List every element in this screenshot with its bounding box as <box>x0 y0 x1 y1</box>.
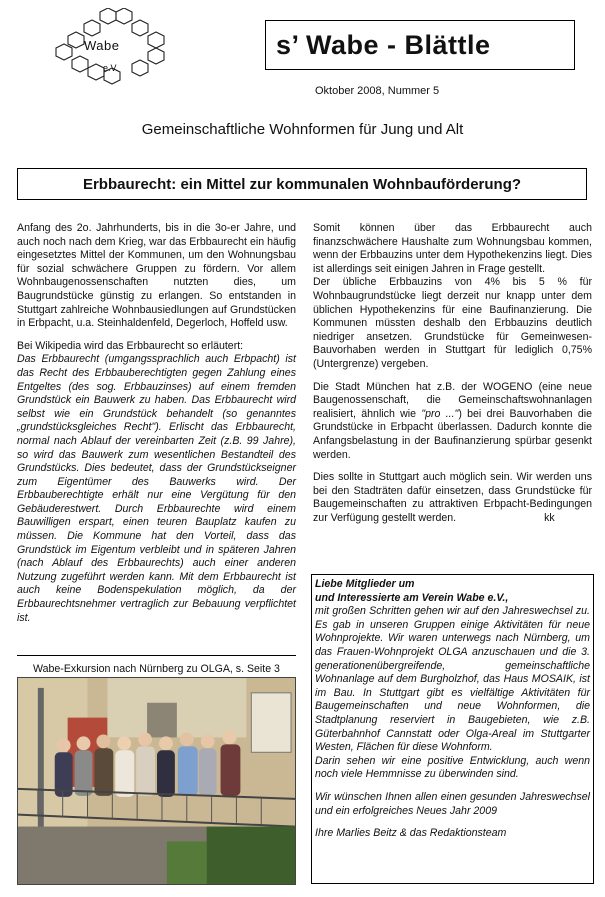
group-photo <box>17 677 296 885</box>
letter-paragraph: Darin sehen wir eine positive Entwicklung, auch wenn noch viele Hemmnisse zu überwinden sind. <box>315 754 590 781</box>
article-paragraph: Somit können über das Erbbaurecht auch finanzschwächere Haushalte zum Wohnungsbau kommen, wenn der Erbbauzins unter dem Hypothekenzins liegt. Dies ist allerdings seit einigen Jahren in Frage gestellt. <box>313 222 592 275</box>
photo-caption: Wabe-Exkursion nach Nürnberg zu OLGA, s. Seite 3 <box>33 663 280 675</box>
article-paragraph: Der übliche Erbbauzins von 4% bis 5 % für Wohnbaugrundstücke liegt derzeit nur knapp unter dem üblichen Hypothekenzins für eine Baufinanzierung. Die Kommunen müssten deshalb den Erbbauzins deutlich niedriger ansetzen. Grundstücke für Gemeinwesen-Bauvorhaben werden in Stuttgart für lediglich 0,75% (Untergrenze) vergeben. <box>313 276 592 370</box>
letter-signature: Ihre Marlies Beitz & das Redaktionsteam <box>315 827 507 840</box>
letter-greeting: und Interessierte am Verein Wabe e.V., <box>315 591 509 604</box>
members-letter-box <box>311 574 594 884</box>
article-left-column <box>17 222 296 625</box>
wikipedia-intro: Bei Wikipedia wird das Erbbaurecht so erläutert: <box>17 339 244 352</box>
article-paragraph: Anfang des 2o. Jahrhunderts, bis in die 3o-er Jahre, und auch noch nach dem Krieg, war das Erbbaurecht ein häufig eingesetztes Mittel der Kommunen, um den Wohnungsbau für sozial schwächere Gruppen zu fördern. Vor allem Wohnbaugenossenschaften nutzten dies, um Baugrundstücke günstig zu erlangen. So entstanden in Stuttgart zahlreiche Wohnbausiedlungen auf Grundstücken in Erbpacht, u.a. Steinhaldenfeld, Degerloch, Hoffeld usw. <box>17 222 296 330</box>
newsletter-subtitle: Gemeinschaftliche Wohnformen für Jung und Alt <box>141 121 464 138</box>
logo-subtext: e.V. <box>103 63 119 73</box>
divider <box>17 655 296 656</box>
wikipedia-quote: Das Erbbaurecht (umgangssprachlich auch Erbpacht) ist das Recht des Erbbauberechtigten gegen Zahlung eines Entgeltes (des sog. Erbbauzinses) auf einem fremden Grundstück ein Bauwerk zu haben. Das Erbbaurecht wird selbst wie ein Grundstück behandelt (so genanntes „grundstücksgleiches Recht"). Erlischt das Erbbaurecht, normal nach Ablauf der vereinbarten Zeit (z.B. 99 Jahre), so wird das Bauwerk zum wesentlichen Bestandteil des Grundstücks. Dies bedeutet, dass der Grundstückseigner zum Eigentümer des Bauwerks wird. Der Erbbauberechtigte erhält nur eine Vergütung für den Gebäuderestwert. Durch Erbbaurechte wird einem Bauwilligen erspart, einen teuren Bauplatz kaufen zu müssen. Die Kommune hat den Vorteil, dass das Grundstück im Eigentum verbleibt und in späteren Jahren (nach Ablauf des Erbbaurechts) auch einer anderen Nutzung zugeführt werden kann. Mit dem Erbbaurecht ist auch keine Bodenspekulation möglich, da der Erbbaurechtsnehmer vertraglich zur Bebauung verpflichtet ist. <box>17 353 296 624</box>
logo-text: Wabe <box>84 38 120 53</box>
article-paragraph: Dies sollte in Stuttgart auch möglich sein. Wir werden uns bei den Stadträten dafür einsetzen, dass Grundstücke für Baugemeinschaften zu attraktiven Erbpacht-Bedingungen zur Verfügung gestellt werden. kk <box>313 471 592 524</box>
article-paragraph: Die Stadt München hat z.B. der WOGENO (eine neue Baugenossenschaft, die Gemeinschaftswohnanlagen realisiert, ähnlich wie "pro ...") bei drei Bauvorhaben die Grundstücke in Erbpacht überlassen. Dadurch konnte die Anfangsbelastung in der Baufinanzierung spürbar gesenkt werden. <box>313 380 592 461</box>
letter-paragraph: Wir wünschen Ihnen allen einen gesunden Jahreswechsel und ein erfolgreiches Neues Jahr 2009 <box>315 790 590 817</box>
author-initials: kk <box>544 511 555 524</box>
newsletter-title: s’ Wabe - Blättle <box>265 20 575 70</box>
article-right-column <box>313 222 592 525</box>
article-headline: Erbbaurecht: ein Mittel zur kommunalen Wohnbauförderung? <box>17 168 587 200</box>
letter-paragraph: mit großen Schritten gehen wir auf den Jahreswechsel zu. Es gab in unseren Gruppen einige Aktivitäten für neue Wohnprojekte. Wir waren unterwegs nach Nürnberg, um das Frauen-Wohnprojekt OLGA anzuschauen und die 3. generationenübergreifende, gemeinschaftliche Wohnanlage auf dem Burgholzhof, das Haus MOSAIK, ist im Bau. In Stuttgart gibt es vielfältige Aktivitäten für Baugemeinschaften und neue Wohnformen, die Stadtplanung reserviert in Baugebieten, wie z.B. Güterbahnhof Cannstatt oder Olga-Areal im Stuttgarter Westen, Flächen für diese Wohnform. <box>315 605 590 754</box>
letter-greeting: Liebe Mitglieder um <box>315 578 415 590</box>
issue-info: Oktober 2008, Nummer 5 <box>315 85 440 97</box>
